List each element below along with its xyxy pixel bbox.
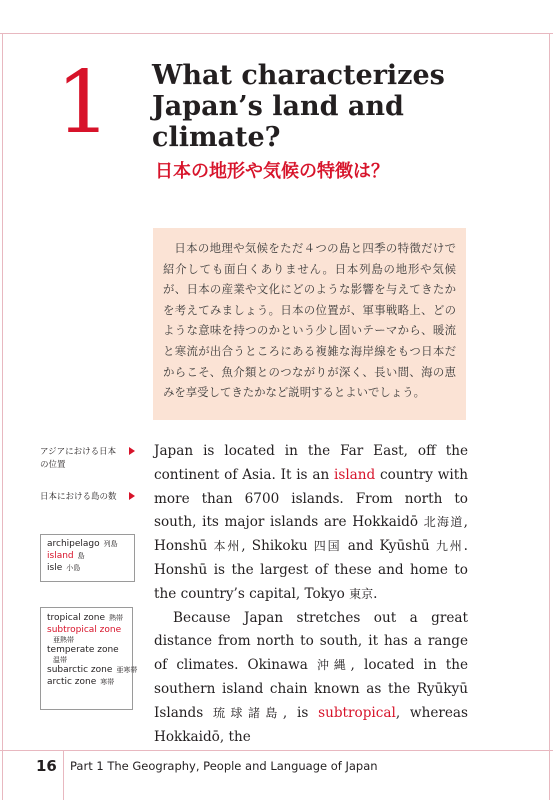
vocab-term: subtropical zone <box>47 625 122 635</box>
highlighted-term: island <box>334 466 376 483</box>
vocab-term: tropical zone <box>47 613 106 623</box>
vocab-row <box>47 676 126 688</box>
vocab-term: island <box>47 551 74 561</box>
text-run: Japan is located in the Far East, off the continent of Asia. It is an <box>154 443 468 483</box>
pointer-triangle-icon <box>129 492 135 500</box>
side-note-asia-position <box>40 446 116 472</box>
text-run: , Honshū <box>154 514 468 555</box>
side-note-line: アジアにおける日本 <box>40 447 117 457</box>
text-run: country with more than 6700 islands. From north to south, its major islands are Hokkaidō <box>154 466 468 531</box>
vocab-row <box>47 664 138 676</box>
page-number: 16 <box>36 757 57 775</box>
chapter-title-japanese: 日本の地形や気候の特徴は？ <box>155 161 389 182</box>
japanese-term: 東京 <box>349 586 374 601</box>
vocab-translation: 列島 <box>103 540 118 548</box>
vocab-translation: 島 <box>77 552 85 560</box>
side-note-island-count <box>40 491 117 504</box>
body-paragraph-1 <box>154 440 468 607</box>
vocab-term: arctic zone <box>47 677 97 687</box>
footer-rule <box>0 750 553 751</box>
text-run: Because Japan stretches out a great distance from north to south, it has a range of climates. Okinawa <box>154 609 468 674</box>
vocab-term: temperate zone <box>47 645 119 655</box>
chapter-number: 1 <box>56 53 111 153</box>
japanese-term: 本州 <box>213 539 242 554</box>
left-rule <box>2 33 3 800</box>
text-run: . <box>373 585 378 602</box>
side-note-line: の位置 <box>40 460 66 470</box>
text-run: . Honshū is the largest of these and home to the country’s capital, Tokyo <box>154 538 468 602</box>
running-footer: Part 1 The Geography, People and Language of Japan <box>70 759 378 773</box>
vocab-row <box>47 644 126 664</box>
vocab-term: isle <box>47 563 63 573</box>
vocab-translation: 小島 <box>66 564 81 572</box>
japanese-term: 沖縄 <box>316 658 351 673</box>
text-run: , whereas Hokkaidō, the <box>154 704 468 745</box>
highlighted-term: subtropical <box>318 704 396 721</box>
side-note-line: 日本における島の数 <box>40 492 117 502</box>
pointer-triangle-icon <box>129 447 135 455</box>
vocab-row <box>47 550 128 562</box>
intro-box <box>153 228 466 420</box>
vocab-translation: 寒帯 <box>100 678 115 686</box>
vocab-term: subarctic zone <box>47 665 113 675</box>
vocab-term: archipelago <box>47 539 100 549</box>
text-run: , located in the southern island chain known as the Ryūkyū Islands <box>154 657 468 721</box>
top-rule <box>0 33 553 34</box>
japanese-term: 九州 <box>435 539 464 554</box>
vocab-row <box>47 538 128 550</box>
vocab-box-islands <box>40 534 135 582</box>
text-run: , is <box>282 704 319 721</box>
vocab-row <box>47 562 128 574</box>
vocab-translation: 温帯 <box>53 656 67 664</box>
japanese-term: 琉球諸島 <box>213 705 283 720</box>
body-text <box>154 440 468 749</box>
body-paragraph-2 <box>154 607 468 750</box>
chapter-title-english: What characterizes Japan’s land and climate? <box>152 60 445 153</box>
right-rule <box>549 33 550 800</box>
vocab-row <box>47 612 126 624</box>
vocab-row <box>47 624 126 644</box>
vocab-translation: 熱帯 <box>109 614 124 622</box>
footer-separator <box>63 751 64 800</box>
text-run: , Shikoku <box>241 538 314 555</box>
text-run: and Kyūshū <box>341 538 436 555</box>
vocab-translation: 亜熱帯 <box>53 636 74 644</box>
japanese-term: 北海道 <box>423 515 464 530</box>
vocab-box-climate-zones <box>40 607 138 710</box>
intro-text: 日本の地理や気候をただ４つの島と四季の特徴だけで紹介しても面白くありません。日本列島の地形や気候が、日本の産業や文化にどのような影響を与えてきたかを考えてみましょう。日本の位置が、軍事戦略上、どのような意味を持つのかという少し固いテーマから、暖流と寒流が出合うところにある複雑な海岸線をもつ日本だからこそ、魚介類とのつながりが深く、長い間、海の恵みを享受してきたかなど説明するとよいでしょう。 <box>163 241 456 400</box>
japanese-term: 四国 <box>313 539 342 554</box>
vocab-translation: 亜寒帯 <box>116 666 138 674</box>
